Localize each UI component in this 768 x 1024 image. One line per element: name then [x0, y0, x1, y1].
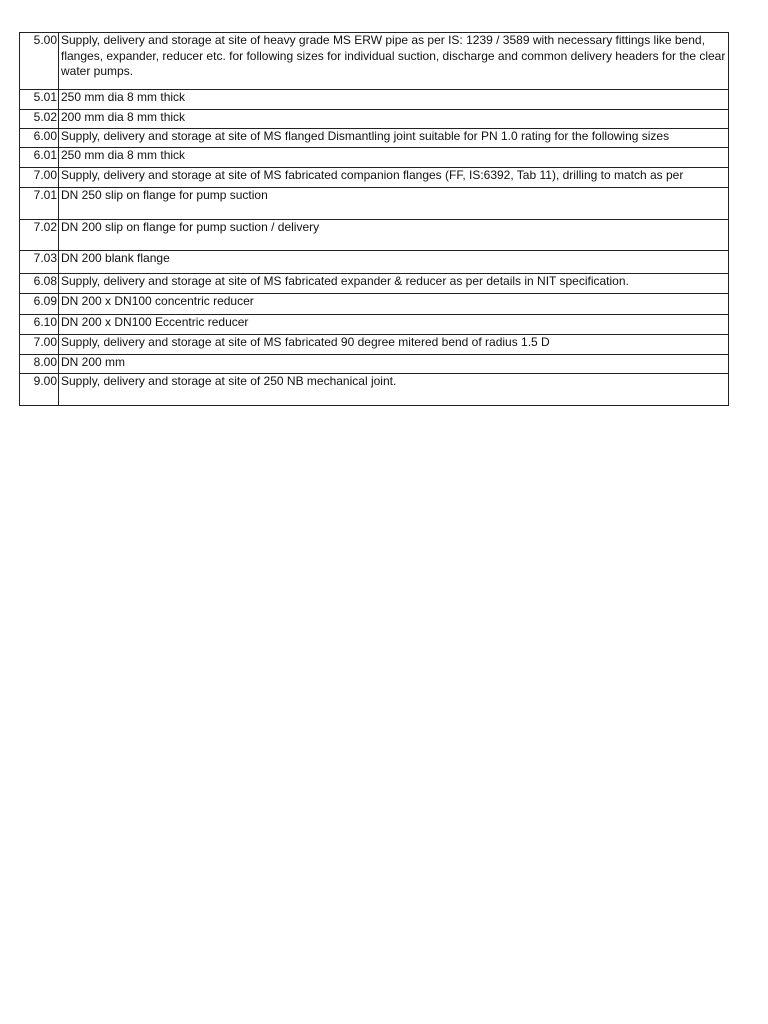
item-description: DN 200 x DN100 concentric reducer: [59, 294, 729, 315]
table-row: [20, 168, 729, 188]
item-number: 6.08: [20, 274, 59, 294]
item-number: 8.00: [20, 355, 59, 374]
item-number: 6.09: [20, 294, 59, 315]
table-row: [20, 374, 729, 406]
item-description: DN 200 slip on flange for pump suction / delivery: [59, 220, 729, 251]
item-number: 9.00: [20, 374, 59, 406]
table-row: [20, 188, 729, 220]
item-description: DN 200 mm: [59, 355, 729, 374]
item-number: 7.02: [20, 220, 59, 251]
item-number: 6.00: [20, 129, 59, 148]
item-description: 200 mm dia 8 mm thick: [59, 110, 729, 129]
bill-of-quantities-table: [19, 32, 729, 406]
item-description: Supply, delivery and storage at site of MS fabricated companion flanges (FF, IS:6392, Tab 11), drilling to match as per: [59, 168, 729, 188]
item-description: Supply, delivery and storage at site of MS fabricated 90 degree mitered bend of radius 1.5 D: [59, 335, 729, 355]
item-description: 250 mm dia 8 mm thick: [59, 90, 729, 110]
item-description: Supply, delivery and storage at site of MS flanged Dismantling joint suitable for PN 1.0 rating for the following sizes: [59, 129, 729, 148]
item-number: 7.00: [20, 168, 59, 188]
item-description: DN 200 blank flange: [59, 251, 729, 274]
table-row: [20, 294, 729, 315]
table-row: [20, 315, 729, 335]
table-row: [20, 335, 729, 355]
item-description: Supply, delivery and storage at site of MS fabricated expander & reducer as per details in NIT specification.: [59, 274, 729, 294]
item-description: DN 250 slip on flange for pump suction: [59, 188, 729, 220]
item-number: 7.00: [20, 335, 59, 355]
table-row: [20, 148, 729, 168]
table-row: [20, 220, 729, 251]
table-row: [20, 355, 729, 374]
item-description: Supply, delivery and storage at site of heavy grade MS ERW pipe as per IS: 1239 / 3589 with necessary fittings like bend, flanges, expander, reducer etc. for following sizes for individual suction, discharge and common delivery headers for the clear water pumps.: [59, 33, 729, 90]
item-number: 7.01: [20, 188, 59, 220]
table-row: [20, 110, 729, 129]
item-number: 6.01: [20, 148, 59, 168]
table-row: [20, 33, 729, 90]
item-number: 5.01: [20, 90, 59, 110]
item-number: 5.02: [20, 110, 59, 129]
table-row: [20, 274, 729, 294]
table-row: [20, 251, 729, 274]
item-number: 5.00: [20, 33, 59, 90]
item-number: 7.03: [20, 251, 59, 274]
item-description: DN 200 x DN100 Eccentric reducer: [59, 315, 729, 335]
item-description: Supply, delivery and storage at site of 250 NB mechanical joint.: [59, 374, 729, 406]
item-description: 250 mm dia 8 mm thick: [59, 148, 729, 168]
item-number: 6.10: [20, 315, 59, 335]
table-row: [20, 90, 729, 110]
table-row: [20, 129, 729, 148]
